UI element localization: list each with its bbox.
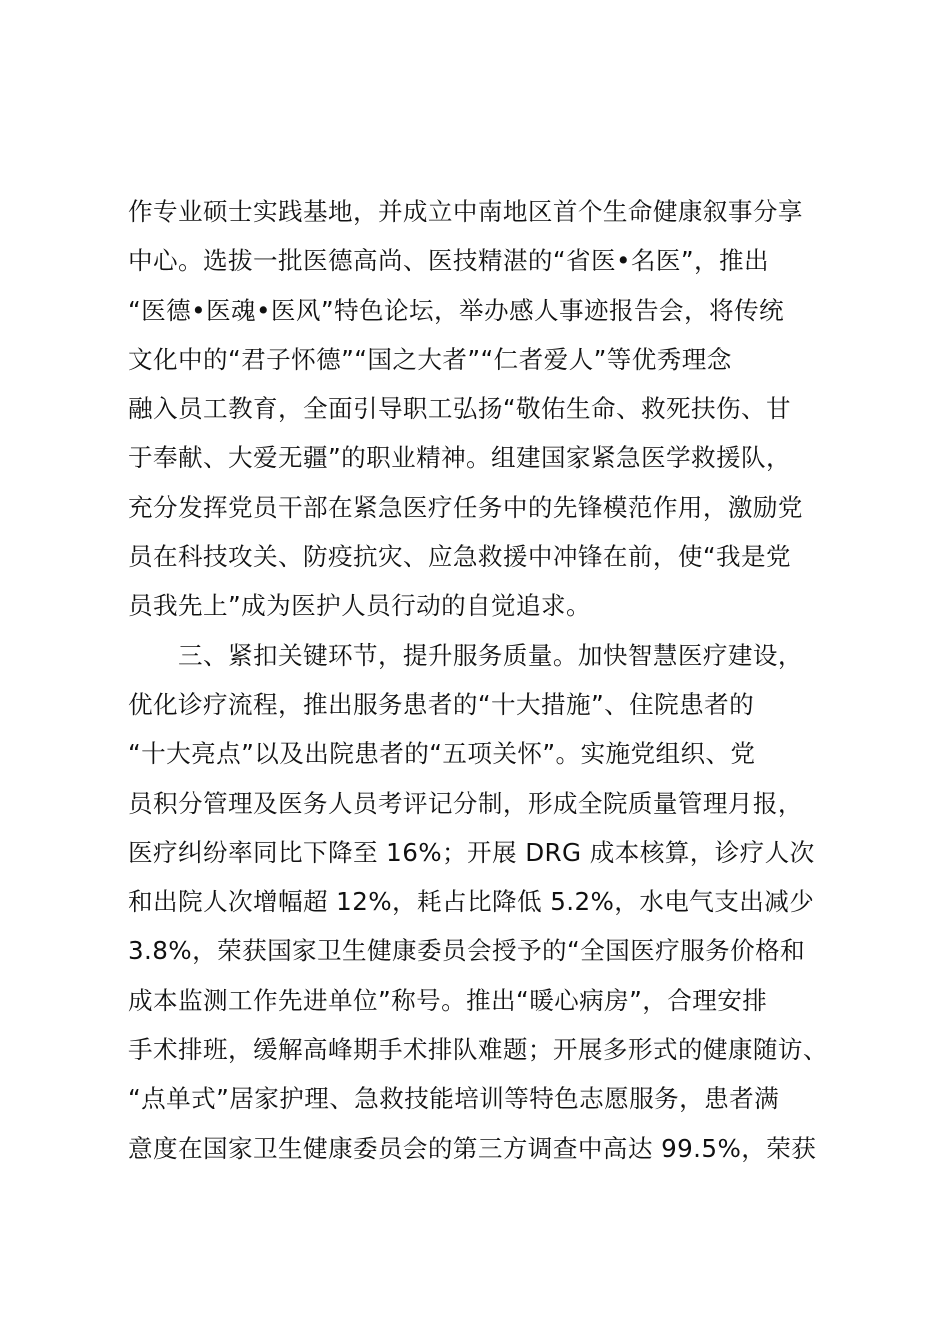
text-line: “点单式”居家护理、急救技能培训等特色志愿服务，患者满 — [128, 1084, 780, 1114]
text-line: “十大亮点”以及出院患者的“五项关怀”。实施党组织、党 — [128, 739, 756, 769]
text-line: 充分发挥党员干部在紧急医疗任务中的先锋模范作用，激励党 — [128, 492, 803, 522]
text-line: 优化诊疗流程，推出服务患者的“十大措施”、住院患者的 — [128, 689, 755, 719]
text-line: 融入员工教育，全面引导职工弘扬“敬佑生命、救死扶伤、甘 — [128, 394, 791, 424]
text-line: 成本监测工作先进单位”称号。推出“暖心病房”，合理安排 — [128, 985, 768, 1015]
text-line: 手术排班，缓解高峰期手术排队难题；开展多形式的健康随访、 — [128, 1035, 828, 1065]
text-line: 员在科技攻关、防疫抗灾、应急救援中冲锋在前，使“我是党 — [128, 542, 791, 572]
text-line: 和出院人次增幅超 12%，耗占比降低 5.2%，水电气支出减少 — [128, 887, 815, 917]
text-line: 员积分管理及医务人员考评记分制，形成全院质量管理月报， — [128, 788, 803, 818]
text-line: 意度在国家卫生健康委员会的第三方调查中高达 99.5%，荣获 — [128, 1133, 817, 1163]
text-line: 员我先上”成为医护人员行动的自觉追求。 — [128, 591, 592, 621]
section-heading-line: 三、紧扣关键环节，提升服务质量。加快智慧医疗建设， — [128, 640, 803, 670]
text-line: 作专业硕士实践基地，并成立中南地区首个生命健康叙事分享 — [128, 197, 803, 226]
text-line: 中心。选拔一批医德高尚、医技精湛的“省医•名医”，推出 — [128, 246, 770, 276]
text-line: “医德•医魂•医风”特色论坛，举办感人事迹报告会，将传统 — [128, 295, 784, 325]
text-line: 医疗纠纷率同比下降至 16%；开展 DRG 成本核算，诊疗人次 — [128, 837, 815, 867]
text-line: 文化中的“君子怀德”“国之大者”“仁者爱人”等优秀理念 — [128, 344, 732, 374]
text-line: 于奉献、大爱无疆”的职业精神。组建国家紧急医学救援队， — [128, 443, 791, 473]
text-line: 3.8%，荣获国家卫生健康委员会授予的“全国医疗服务价格和 — [128, 936, 806, 966]
body-text — [128, 187, 838, 1173]
